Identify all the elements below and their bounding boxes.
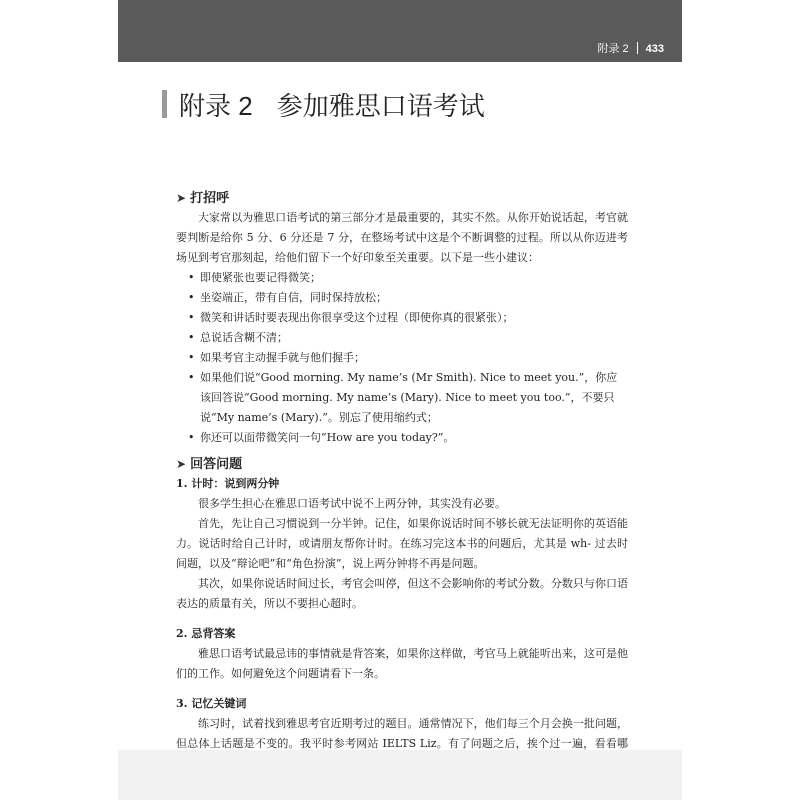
section-heading-greeting: ➤ 打招呼 — [176, 188, 628, 208]
section-heading-answering: ➤ 回答问题 — [176, 454, 628, 474]
list-item: • 微笑和讲话时要表现出你很享受这个过程（即使你真的很紧张）； — [188, 308, 628, 328]
page-title — [162, 86, 485, 122]
page-number: 433 — [645, 43, 664, 55]
header-band — [118, 0, 682, 62]
arrow-icon: ➤ — [176, 457, 187, 471]
list-item: • 如果考官主动握手就与他们握手； — [188, 348, 628, 368]
subheading-keywords: 3. 记忆关键词 — [176, 697, 247, 710]
timing-paragraph-1: 很多学生担心在雅思口语考试中说不上两分钟，其实没有必要。 — [198, 497, 506, 510]
running-head-chapter: 附录 2 — [597, 43, 629, 55]
bullet-icon: • — [188, 371, 195, 384]
timing-paragraph-2: 首先，先让自己习惯说到一分半钟。记住，如果你说话时间不够长就无法证明你的英语能力。说话时给自己计时，或请朋友帮你计时。在练习完这本书的问题后，尤其是 wh- 过去时间题，以及“辩论吧”和“角色扮演”，说上两分钟将不再是问题。 — [176, 517, 628, 570]
title-text: 参加雅思口语考试 — [276, 90, 485, 121]
bullet-icon: • — [188, 271, 195, 284]
subheading-timing: 1. 计时：说到两分钟 — [176, 477, 280, 490]
running-head — [597, 40, 664, 56]
bullet-icon: • — [188, 291, 195, 304]
timing-paragraph-3: 其次，如果你说话时间过长，考官会叫停，但这不会影响你的考试分数。分数只与你口语表达的质量有关，所以不要担心超时。 — [176, 577, 628, 610]
list-item: • 坐姿端正，带有自信，同时保持放松； — [188, 288, 628, 308]
content — [176, 188, 628, 794]
memorize-paragraph: 雅思口语考试最忌讳的事情就是背答案，如果你这样做，考官马上就能听出来，这可是他们的工作。如何避免这个问题请看下一条。 — [176, 647, 628, 680]
bullet-icon: • — [188, 431, 195, 444]
arrow-icon: ➤ — [176, 191, 187, 205]
running-head-divider — [637, 42, 638, 54]
title-accent-bar — [162, 90, 167, 118]
list-item: • 如果他们说“Good morning. My name’s (Mr Smith). Nice to meet you.”，你应该回答说“Good morning. My name’s (Mary). Nice to meet you too.”，不要只说“My name’s (Mary).”。别忘了使用缩约式； — [188, 368, 628, 428]
bullet-icon: • — [188, 331, 195, 344]
keywords-paragraph: 练习时，试着找到雅思考官近期考过的题目。通常情况下，他们每三个月会换一批问题，但总体上话题是不变的。我平时参考网站 IELTS Liz。有了问题之后，挨个过一遍，看看哪 — [176, 717, 628, 750]
list-item: • 即使紧张也要记得微笑； — [188, 268, 628, 288]
list-item: • 总说话含糊不清； — [188, 328, 628, 348]
greeting-intro: 大家常以为雅思口语考试的第三部分才是最重要的，其实不然。从你开始说话起，考官就要判断是给你 5 分、6 分还是 7 分，在整场考试中这是个不断调整的过程。所以从你迈进考场见到考官那刻起，给他们留下一个好印象至关重要。以下是一些小建议： — [176, 211, 628, 264]
footer-band — [118, 750, 682, 800]
bullet-icon: • — [188, 311, 195, 324]
title-label: 附录 2 — [179, 90, 253, 121]
list-item: • 你还可以面带微笑问一句“How are you today?”。 — [188, 428, 628, 448]
subheading-memorize: 2. 忌背答案 — [176, 627, 236, 640]
tips-list — [176, 268, 628, 448]
bullet-icon: • — [188, 351, 195, 364]
